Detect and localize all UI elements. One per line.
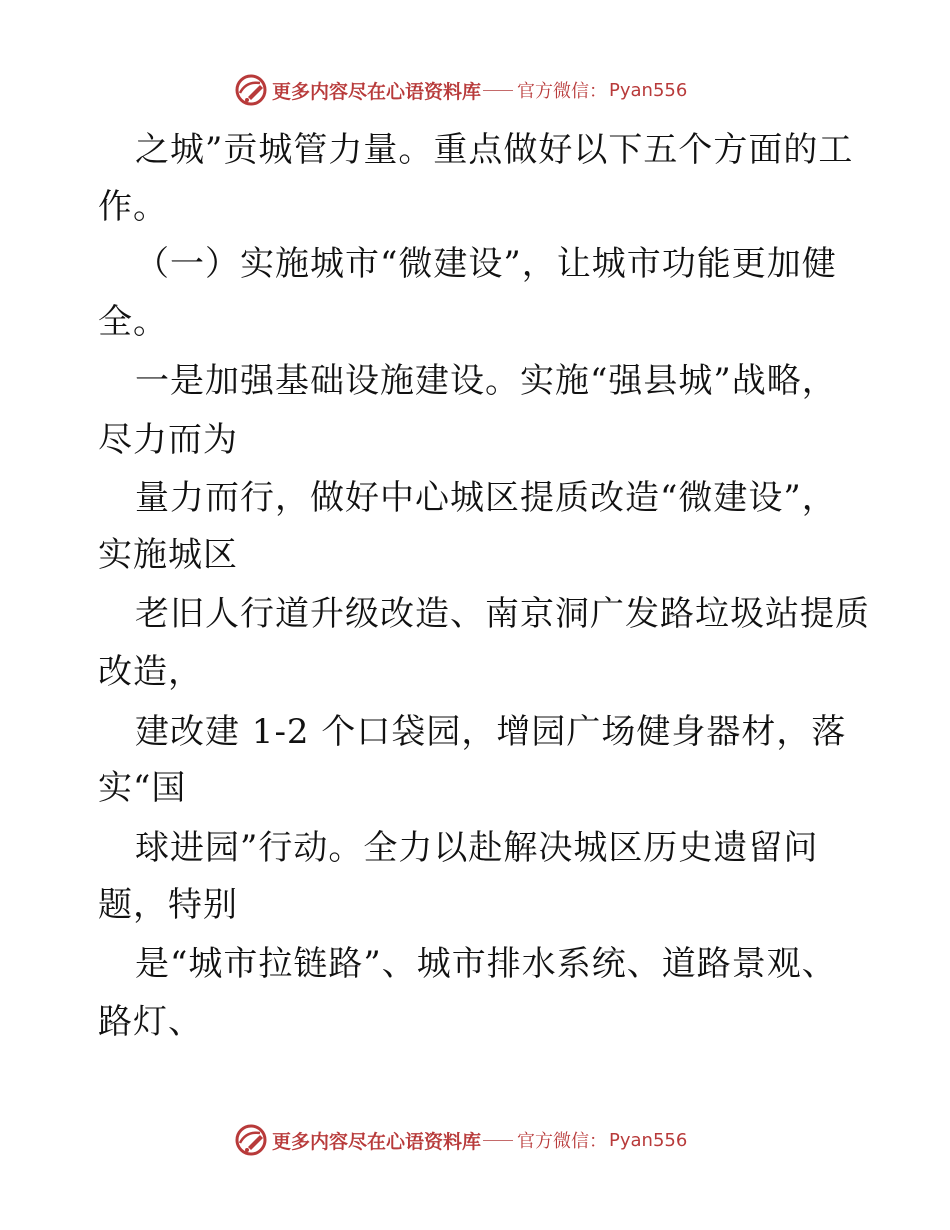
body-line: 球进园”行动。全力以赴解决城区历史遗留问: [135, 828, 819, 868]
body-line: 实施城区: [98, 535, 238, 575]
footer-wechat-label: 官方微信：: [517, 1131, 608, 1152]
body-line: （一）实施城市“微建设”，让城市功能更加健: [135, 244, 837, 284]
body-line: 是“城市拉链路”、城市排水系统、道路景观、: [135, 944, 837, 984]
body-line: 尽力而为: [98, 420, 238, 460]
header-dash: [483, 90, 513, 91]
pen-circle-logo-icon: [234, 1123, 268, 1157]
body-line: 之城”贡城管力量。重点做好以下五个方面的工: [135, 130, 854, 170]
body-line: 量力而行，做好中心城区提质改造“微建设”，: [135, 478, 837, 518]
body-line: 建改建 1-2 个口袋园，增园广场健身器材，落: [135, 712, 847, 752]
header-wechat-id: Pyan556: [609, 79, 688, 101]
body-line: 作。: [98, 187, 168, 227]
body-line: 实“国: [98, 768, 187, 808]
header-banner: [234, 70, 714, 110]
header-brand-text: 更多内容尽在心语资料库: [272, 80, 482, 103]
body-line: 路灯、: [98, 1002, 203, 1042]
body-line: 改造，: [98, 652, 203, 692]
footer-brand-text: 更多内容尽在心语资料库: [272, 1130, 482, 1153]
footer-dash: [483, 1140, 513, 1141]
body-line: 一是加强基础设施建设。实施“强县城”战略，: [135, 361, 837, 401]
footer-wechat-id: Pyan556: [609, 1129, 688, 1151]
body-line: 老旧人行道升级改造、南京洞广发路垃圾站提质: [135, 594, 870, 634]
footer-banner: [234, 1120, 714, 1160]
header-wechat-label: 官方微信：: [517, 81, 608, 102]
body-line: 全。: [98, 302, 168, 342]
pen-circle-logo-icon: [234, 73, 268, 107]
body-line: 题，特别: [98, 885, 238, 925]
